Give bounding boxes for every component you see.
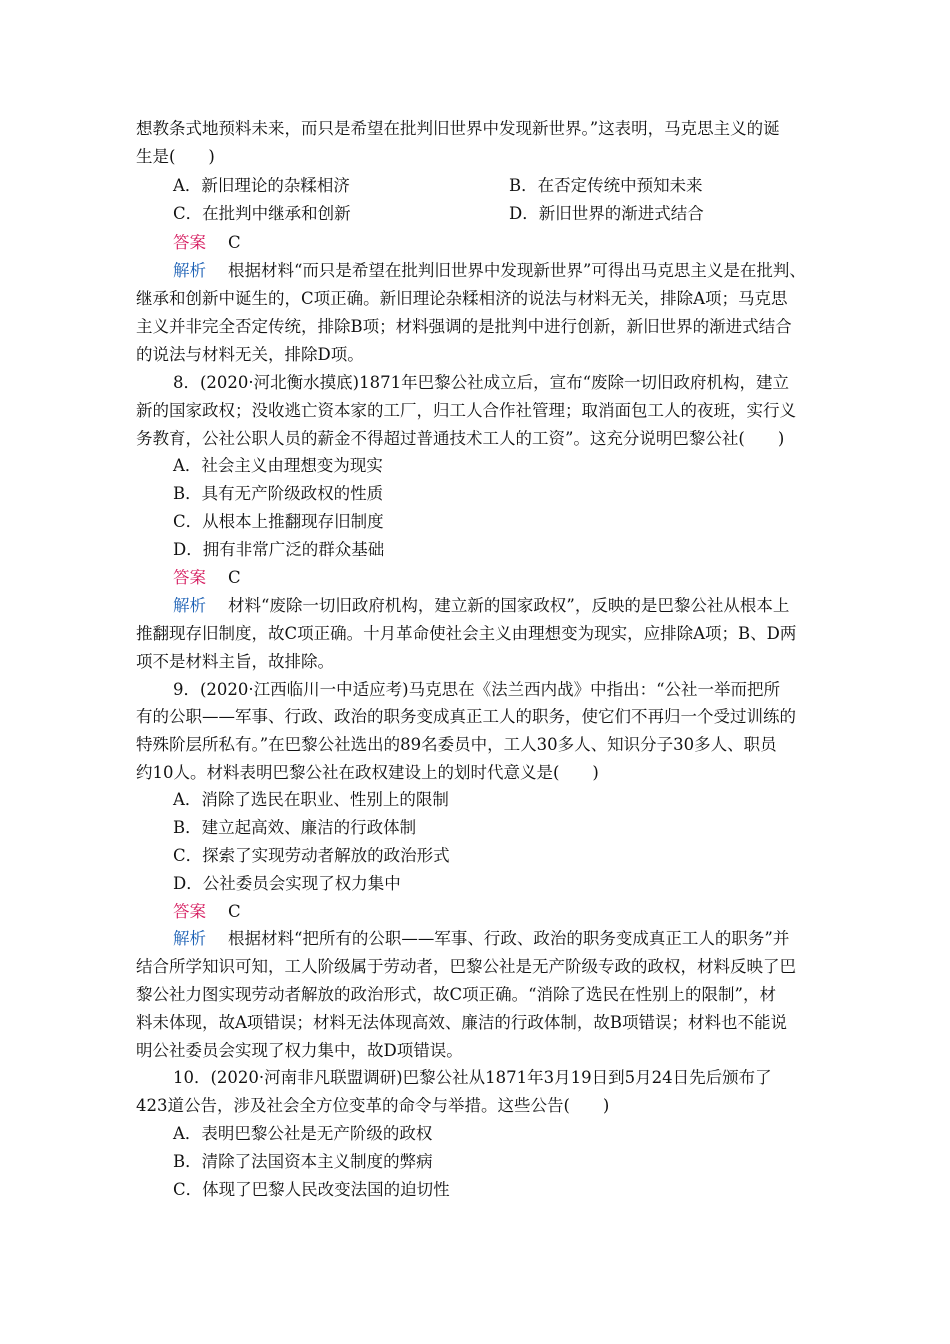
q8-analysis-line-1 [173,592,789,620]
answer-value: C [228,568,241,587]
q8-analysis-line-2: 推翻现存旧制度，故C项正确。十月革命使社会主义由理想变为现实，应排除A项；B、D两 [136,624,797,643]
q10-stem-line-2: 423道公告，涉及社会全方位变革的命令与举措。这些公告( ) [136,1096,610,1115]
q9-answer [173,898,241,926]
analysis-label: 解析 [173,261,206,280]
q9-stem-line-3: 特殊阶层所私有。”在巴黎公社选出的89名委员中，工人30多人、知识分子30多人、职员 [136,735,777,754]
q8-stem-line-1: 8．(2020·河北衡水摸底)1871年巴黎公社成立后，宣布“废除一切旧政府机构，建立 [173,373,790,392]
q9-stem-line-2: 有的公职——军事、行政、政治的职务变成真正工人的职务，使它们不再归一个受过训练的 [136,707,796,726]
q7-stem-line-2: 生是( ) [136,147,215,166]
answer-label: 答案 [173,233,206,252]
q7-analysis-line-1 [173,257,806,285]
q9-analysis-line-4: 料未体现，故A项错误；材料无法体现高效、廉洁的行政体制，故B项错误；材料也不能说 [136,1013,788,1032]
q9-analysis-line-3: 黎公社力图实现劳动者解放的政治形式，故C项正确。“消除了选民在性别上的限制”，材 [136,985,776,1004]
q7-analysis-line-4: 的说法与材料无关，排除D项。 [136,345,364,364]
q10-option-b: B．清除了法国资本主义制度的弊病 [173,1152,433,1171]
q8-stem-line-2: 新的国家政权；没收逃亡资本家的工厂，归工人合作社管理；取消面包工人的夜班，实行义 [136,401,796,420]
analysis-text: 根据材料“把所有的公职——军事、行政、政治的职务变成真正工人的职务”并 [228,929,790,948]
q8-option-b: B．具有无产阶级政权的性质 [173,484,384,503]
analysis-label: 解析 [173,596,206,615]
answer-label: 答案 [173,902,206,921]
q9-stem-line-4: 约10人。材料表明巴黎公社在政权建设上的划时代意义是( ) [136,763,599,782]
answer-value: C [228,902,241,921]
q9-option-a: A．消除了选民在职业、性别上的限制 [173,790,449,809]
q7-analysis-line-3: 主义并非完全否定传统，排除B项；材料强调的是批判中进行创新，新旧世界的渐进式结合 [136,317,792,336]
q7-option-c: C．在批判中继承和创新 [173,204,351,223]
q9-option-c: C．探索了实现劳动者解放的政治形式 [173,846,450,865]
q9-analysis-line-5: 明公社委员会实现了权力集中，故D项错误。 [136,1041,463,1060]
q7-option-b: B．在否定传统中预知未来 [509,176,703,195]
q9-analysis-line-1 [173,925,789,953]
answer-label: 答案 [173,568,206,587]
q8-option-d: D．拥有非常广泛的群众基础 [173,540,385,559]
q10-option-a: A．表明巴黎公社是无产阶级的政权 [173,1124,433,1143]
q8-option-a: A．社会主义由理想变为现实 [173,456,383,475]
q10-option-c: C．体现了巴黎人民改变法国的迫切性 [173,1180,450,1199]
q10-stem-line-1: 10．(2020·河南非凡联盟调研)巴黎公社从1871年3月19日到5月24日先后颁布了 [173,1068,772,1087]
q8-analysis-line-3: 项不是材料主旨，故排除。 [136,652,334,671]
q8-answer [173,564,241,592]
q7-stem-line-1: 想教条式地预料未来，而只是希望在批判旧世界中发现新世界。”这表明，马克思主义的诞 [136,119,780,138]
q9-analysis-line-2: 结合所学知识可知，工人阶级属于劳动者，巴黎公社是无产阶级专政的政权，材料反映了巴 [136,957,796,976]
analysis-label: 解析 [173,929,206,948]
answer-value: C [228,233,241,252]
q8-option-c: C．从根本上推翻现存旧制度 [173,512,384,531]
q7-option-d: D．新旧世界的渐进式结合 [509,204,704,223]
q9-stem-line-1: 9．(2020·江西临川一中适应考)马克思在《法兰西内战》中指出：“公社一举而把所 [173,680,781,699]
analysis-text: 材料“废除一切旧政府机构，建立新的国家政权”，反映的是巴黎公社从根本上 [228,596,790,615]
q7-analysis-line-2: 继承和创新中诞生的，C项正确。新旧理论杂糅相济的说法与材料无关，排除A项；马克思 [136,289,788,308]
q7-answer [173,229,241,257]
q8-stem-line-3: 务教育，公社公职人员的薪金不得超过普通技术工人的工资”。这充分说明巴黎公社( ) [136,429,785,448]
q9-option-d: D．公社委员会实现了权力集中 [173,874,401,893]
analysis-text: 根据材料“而只是希望在批判旧世界中发现新世界”可得出马克思主义是在批判、 [228,261,806,280]
q7-option-a: A．新旧理论的杂糅相济 [173,176,350,195]
q9-option-b: B．建立起高效、廉洁的行政体制 [173,818,417,837]
